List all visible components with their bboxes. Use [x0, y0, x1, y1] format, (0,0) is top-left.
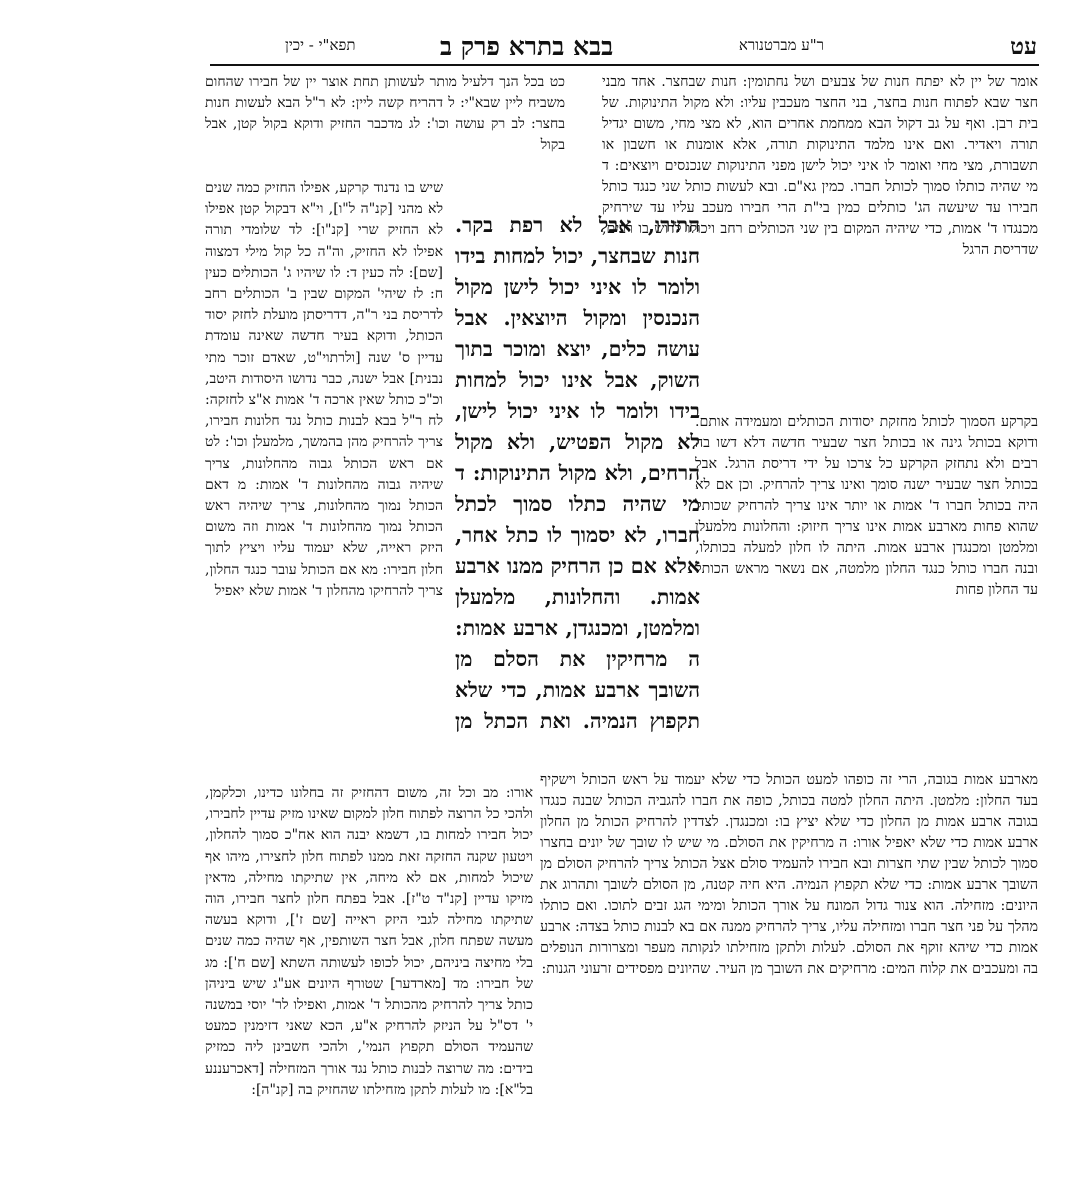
commentary-name: ר"ע מברטנורא	[738, 36, 824, 54]
verse-range: תפא"י - יכין	[285, 36, 356, 54]
bartenura-commentary-top: אומר של יין לא יפתח חנות של צבעים ושל נחתומין: חנות שבחצר. אחד מבני חצר שבא לפתוח חנות בחצר, בני החצר מעכבין עליו: ולא מקול התינוקות. של בית רבן. ואף על גב דקול הבא ממחמת אחרים הוא, לא מצי מחי, משום יגדיל תורה ויאדיר. ואם אינו מלמד התינוקות תורה, אלא אומנות או חשבון או תשבורת, מצי מחי ואומר לו איני יכול לישן מפני התינוקות שנכנסים ויוצאים: ד מי שהיה כותלו סמוך לכותל חברו. כמין גא"ם. ובא לעשות כותל שני כנגד כותל חבירו עד שיעשה הג' כותלים כמין בי"ת הרי חבירו מעכב עליו עד שירחיק מכנגדו ד' אמות, כדי שיהיה המקום בין שני הכותלים רחב ויכולו לדוש בו רבים, שדריסת הרגל	[602, 74, 1038, 258]
bartenura-commentary-bottom: מארבע אמות בגובה, הרי זה כופהו למעט הכותל כדי שלא יעמוד על ראש הכותל וישקיף בעד החלון: מלמטן. היתה החלון למטה בכותל, כופה את חברו להגביה הכותל שבנה כנגדו בגובה ארבע אמות מן החלון כדי שלא יציץ בו: ומכנגדן. לצדדין להרחיק הכותל מן החלון ארבע אמות כדי שלא יאפיל אורו: ה מרחיקין את הסולם. מי שיש לו שובך של יונים בחצרו סמוך לכותל שבין שתי חצרות ובא חבירו להעמיד סולם אצל הכותל צריך להרחיק הסולם מן השובך ארבע אמות: כדי שלא תקפוץ הנמיה. היא חיה קטנה, מן הסולם לשובך ותהרוג את היונים: מזחילה. הוא צנור גדול המונח על אורך הכותל ומימי הגג זבים לתוכו. ואם כותלו מהלך על פני חצר חברו ומזחילה עליו, צריך להרחיק ממנה אם בא לבנות כותל בצדה: ארבע אמות כדי שיהא זוקף את הסולם. לעלות ולתקן מזחילתו לנקותה מעפר ומצרורות הנופלים בה ומעכבים את קלוח המים: מרחיקים את השובך מן העיר. שהיונים מפסידים זרעוני הגנות:	[540, 772, 1038, 977]
header-rule	[210, 64, 1039, 66]
tractate-chapter-title: בבא בתרא פרק ב	[440, 32, 614, 61]
tiferet-yisrael-bottom: אורו: מב וכל זה, משום דהחזיק זה בחלונו כדינו, וכלקמן, ולהכי כל הרוצה לפתוח חלון למקום שאינו מזיק עדיין לחבירו, יכול חבירו למחות בו, דשמא יבנה הוא אח"כ סמוך להחלון, ויטעון שקנה החזקה זאת ממנו לפתוח חלון לחצירו, מיהו אף שיכול למחות, אם לא מיחה, אין שתיקתו מחילה, מדאין מזיקו עדיין [קנ"ד ט"ז]. אבל בפתח חלון לחצר חבירו, הוה שתיקתו מחילה לגבי היזק ראייה [שם ז'], ודוקא בעשה מעשה שפתח חלון, אבל חצר השותפין, אף שהיה כמה שנים בלי מחיצה ביניהם, יכול לכופו לעשותה השתא [שם ח']: מג של חבירו: מד [מארדער] שטורף היונים אע"ג שיש ביניהן כותל צריך להרחיק מהכותל ד' אמות, ואפילו לר' יוסי במשנה י' דס"ל על הניזק להרחיק א"ע, הכא שאני דזימנין כמעט שהעמיד הסולם תקפוץ הנמי', ולהכי חשבינן ליה כמזיק בידים: מה שרוצה לבנות כותל נגד אורך המזחילה [דאכרעננע בל"א]: מו לעלות לתקן מזחילתו שהחזיק בה [קנ"ה]:	[205, 785, 533, 1098]
page-number: עט	[1010, 33, 1037, 60]
tiferet-yisrael-top: כט בכל הנך דלעיל מותר לעשותן תחת אוצר יין של חבירו שהחום משביח ליין שבא"י: ל דהריח קשה ליין: לא ר"ל הבא לעשות חנות בחצר: לב רק עושה וכו': לג מדכבר החזיק ודוקא בקול קטן, אבל בקול	[205, 74, 565, 153]
tiferet-yisrael-side: שיש בו נדנוד קרקע, אפילו החזיק כמה שנים לא מהני [קנ"ה ל"ו], וי"א דבקול קטן אפילו לא החזיק שרי [קנ"ו]: לד שלומדי תורה אפילו לא החזיק, וה"ה כל קול מילי דמצוה [שם]: לה כעין ד: לו שיהיו ג' הכותלים כעין ח: לז שיהי' המקום שבין ב' הכותלים רחב לדריסת בני ר"ה, דדריסתן מועלת לחזק יסוד הכותל, ודוקא בעיר חדשה שאינה עומדת עדיין ס' שנה [ולרתוי"ט, שאדם זוכר מתי נבנית] אבל ישנה, כבר נדושו היסודות היטב, וכ"כ כותל שאין ארכה ד' אמות א"צ לחזקה: לח ר"ל בבא לבנות כותל נגד חלונות חבירו, צריך להרחיק מהן בהמשך, מלמעלן וכו': לט אם ראש הכותל גבוה מהחלונות, צריך שיהיה גבוה מהחלונות ד' אמות: מ דאם הכותל נמוך מהחלונות, צריך שיהיה ראש הכותל נמוך מהחלונות ד' אמות וזה משום היזק ראייה, שלא יעמוד עליו ויציץ לתוך חלון חבירו: מא אם הכותל עובר כנגד החלון, צריך להרחיקו מהחלון ד' אמות שלא יאפיל	[205, 180, 443, 599]
bartenura-commentary-middle: בקרקע הסמוך לכותל מחזקת יסודות הכותלים ומעמידה אותם. ודוקא בכותל גינה או בכותל חצר שבעיר חדשה דלא דשו בה רבים ולא נתחזק הקרקע כל צרכו על ידי דריסת הרגל. אבל בכותל חצר שבעיר ישנה סומך ואינו צריך להרחיק. וכן אם לא היה בכותל חברו ד' אמות או יותר אינו צריך להרחיק שכותל שהוא פחות מארבע אמות אינו צריך חיזוק: והחלונות מלמעלן ומלמטן ומכנגדן ארבע אמות. היתה לו חלון למעלה בכותלו, ובנה חברו כותל כנגד החלון מלמטה, אם נשאר מראש הכותל עד החלון פחות	[695, 414, 1038, 598]
mishnah-text: התירו, אבל לא רפת בקר. חנות שבחצר, יכול למחות בידו ולומר לו איני יכול לישן מקול הנכנסין ומקול היוצאין. אבל עושה כלים, יוצא ומוכר בתוך השוק, אבל אינו יכול למחות בידו ולומר לו איני יכול לישן, לא מקול הפטיש, ולא מקול הרחים, ולא מקול התינוקות: ד מי שהיה כתלו סמוך לכתל חברו, לא יסמוך לו כתל אחר, אלא אם כן הרחיק ממנו ארבע אמות. והחלונות, מלמעלן ומלמטן, ומכנגדן, ארבע אמות: ה מרחיקין את הסלם מן השובך ארבע אמות, כדי שלא תקפוץ הנמיה. ואת הכתל מן	[455, 213, 700, 733]
